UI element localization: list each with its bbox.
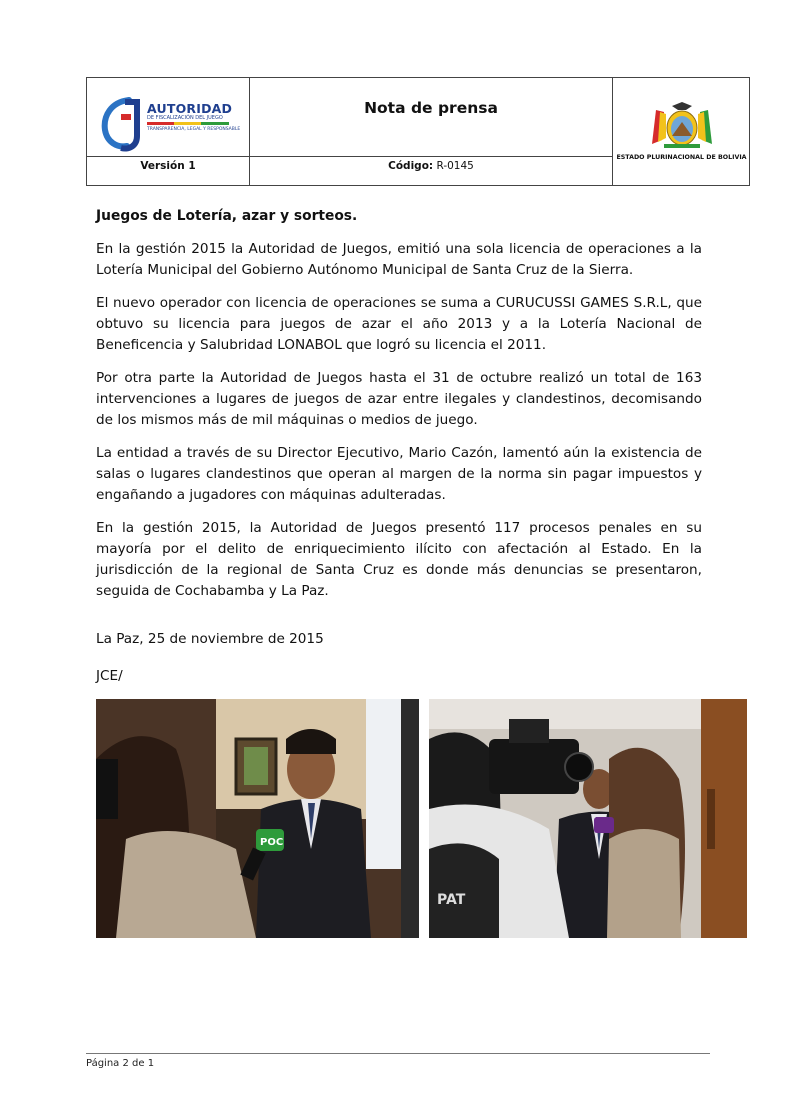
camera-label: PAT	[437, 892, 466, 908]
article-heading: Juegos de Lotería, azar y sorteos.	[96, 208, 358, 224]
mic-label: POC	[260, 837, 284, 848]
code-value: R-0145	[436, 160, 474, 172]
logo-tagline: TRANSPARENCIA, LEGAL Y RESPONSABLE	[147, 127, 241, 132]
article-date: La Paz, 25 de noviembre de 2015	[96, 631, 324, 647]
page-number: Página 2 de 1	[86, 1058, 155, 1069]
interview-photo-right	[429, 699, 747, 938]
article-paragraph: Por otra parte la Autoridad de Juegos hasta el 31 de octubre realizó un total de 163 intervenciones a lugares de juegos de azar entre ilegales y clandestinos, decomisando de los mismos más de mil máquinas o medios de juego.	[96, 370, 702, 428]
article-paragraph: El nuevo operador con licencia de operaciones se suma a CURUCUSSI GAMES S.R.L, que obtuvo su licencia para juegos de azar el año 2013 y a la Lotería Nacional de Beneficencia y Salubridad LONABOL que logró su licencia el 2011.	[96, 295, 702, 353]
document-code	[250, 160, 612, 172]
bolivia-coat-of-arms-icon	[650, 100, 714, 150]
logo-subtitle: DE FISCALIZACIÓN DEL JUEGO	[147, 115, 223, 121]
footer-divider	[86, 1053, 710, 1054]
document-header-table	[86, 77, 750, 186]
article-paragraph: En la gestión 2015, la Autoridad de Juegos presentó 117 procesos penales en su mayoría por el delito de enriquecimiento ilícito con afectación al Estado. En la jurisdicción de la regional de Santa Cruz es donde más denuncias se presentaron, seguida de Cochabamba y La Paz.	[96, 520, 702, 599]
author-initials: JCE/	[96, 668, 123, 684]
article-paragraph: La entidad a través de su Director Ejecutivo, Mario Cazón, lamentó aún la existencia de salas o lugares clandestinos que operan al margen de la norma sin pagar impuestos y engañando a jugadores con máquinas adulteradas.	[96, 445, 702, 503]
code-label: Código:	[388, 160, 434, 172]
aj-logo-icon	[99, 96, 149, 152]
press-release-body	[96, 206, 702, 687]
document-version: Versión 1	[140, 160, 196, 172]
document-title: Nota de prensa	[364, 99, 498, 117]
logo-flag-bar	[147, 122, 229, 125]
header-divider	[612, 78, 613, 185]
header-divider	[87, 156, 612, 157]
aj-logo	[99, 96, 245, 152]
interview-photo-left	[96, 699, 419, 938]
logo-name: AUTORIDAD	[147, 101, 233, 116]
state-name: ESTADO PLURINACIONAL DE BOLIVIA	[616, 154, 747, 161]
article-paragraph: En la gestión 2015 la Autoridad de Juegos, emitió una sola licencia de operaciones a la Lotería Municipal del Gobierno Autónomo Municipal de Santa Cruz de la Sierra.	[96, 241, 702, 278]
